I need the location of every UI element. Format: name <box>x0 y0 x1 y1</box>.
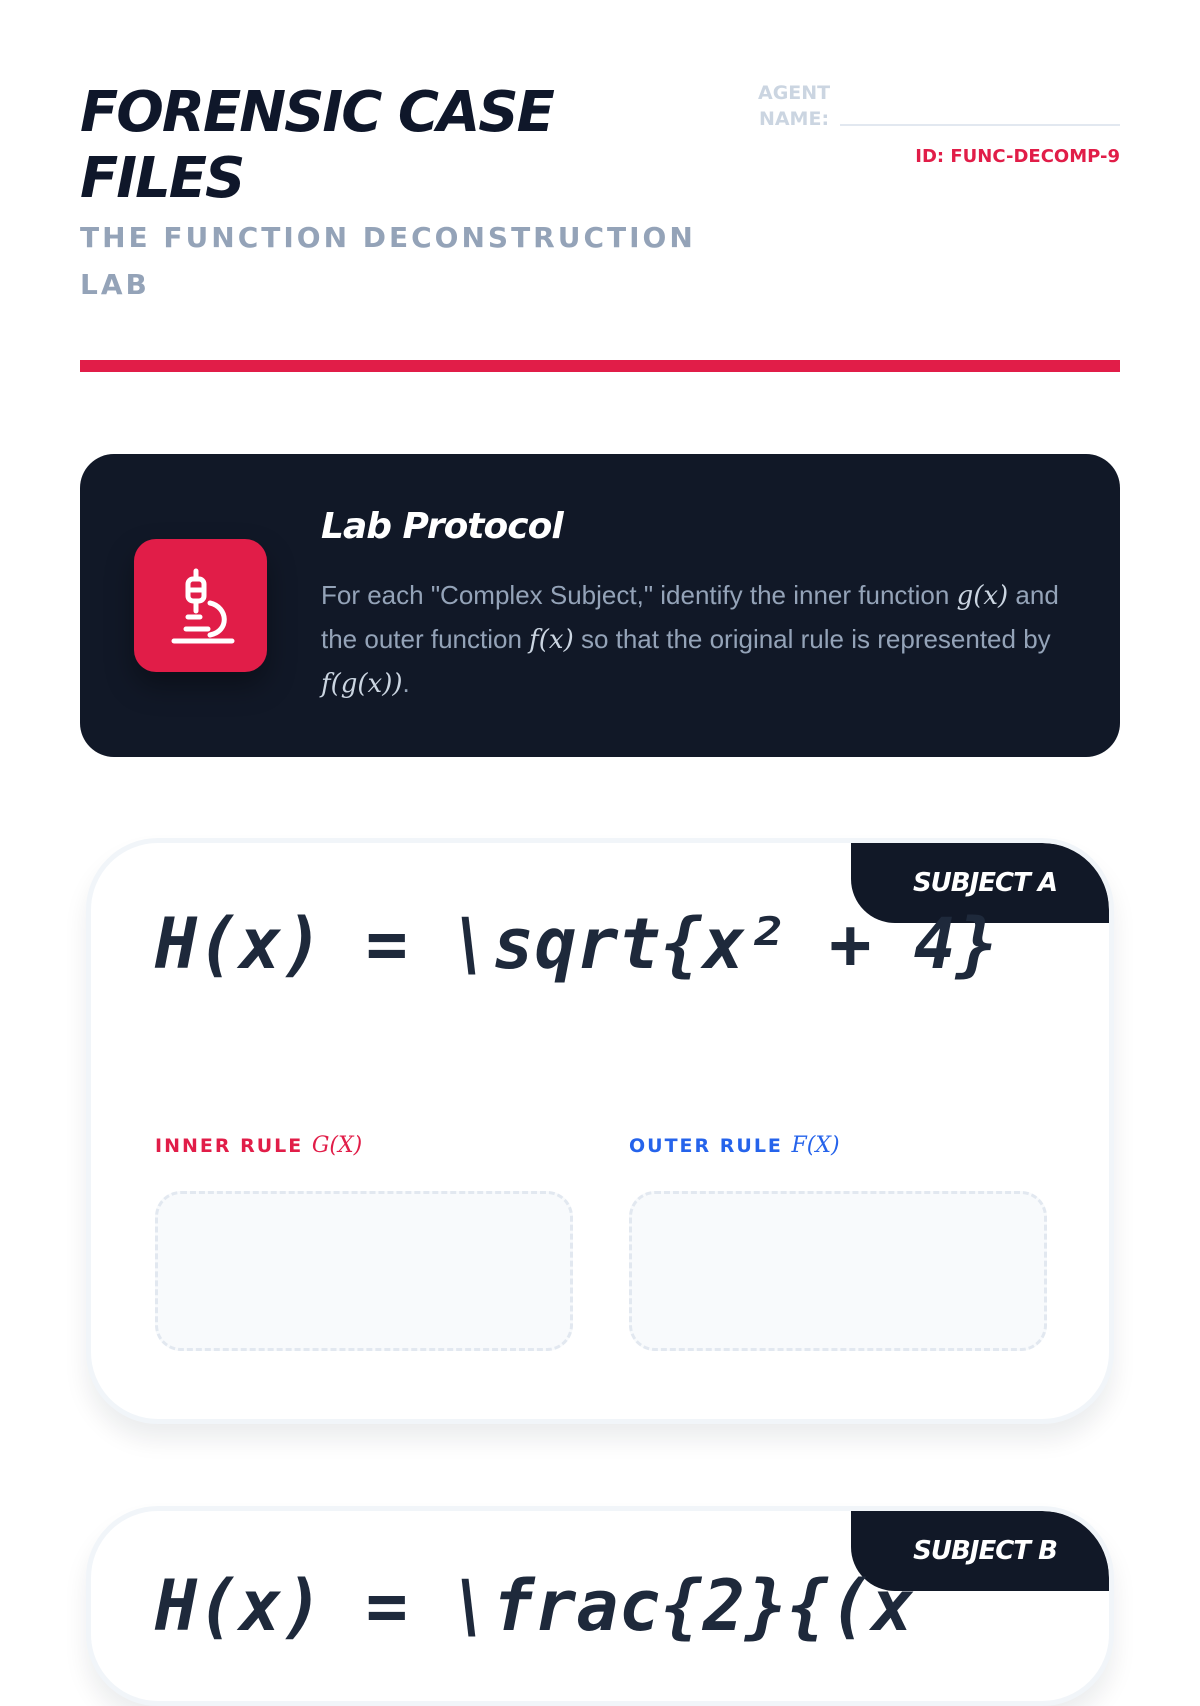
outer-rule-answer-box[interactable] <box>629 1191 1047 1351</box>
inner-rule-label: INNER RULE G(X) <box>155 1133 363 1158</box>
agent-name-input-line[interactable] <box>840 124 1120 126</box>
agent-name-field <box>758 80 1120 136</box>
page-title: FORENSIC CASE FILES <box>80 80 553 211</box>
header-divider <box>80 360 1120 372</box>
protocol-instructions: For each "Complex Subject," identify the inner function g(x) and the outer function f(x) so that the original rule is represented by f(g(x)). <box>321 580 1059 699</box>
subject-b-card <box>86 1506 1114 1706</box>
subject-b-badge: SUBJECT B <box>851 1511 1109 1591</box>
page-subtitle: THE FUNCTION DECONSTRUCTION LAB <box>80 221 696 301</box>
microscope-icon <box>134 539 267 672</box>
worksheet-page <box>80 0 1120 1647</box>
subject-a-card <box>86 838 1114 1424</box>
inner-rule-answer-box[interactable] <box>155 1191 573 1351</box>
case-id: ID: FUNC-DECOMP-9 <box>915 146 1120 167</box>
lab-protocol-card <box>80 454 1120 757</box>
subject-a-formula: H(x) = \sqrt{x² + 4} <box>155 903 998 985</box>
protocol-title: Lab Protocol <box>321 506 563 547</box>
outer-rule-label: OUTER RULE F(X) <box>629 1133 840 1158</box>
agent-name-label: AGENT NAME: <box>758 82 831 130</box>
subject-a-badge: SUBJECT A <box>851 843 1109 923</box>
subject-b-formula: H(x) = \frac{2}{(x <box>155 1565 914 1647</box>
